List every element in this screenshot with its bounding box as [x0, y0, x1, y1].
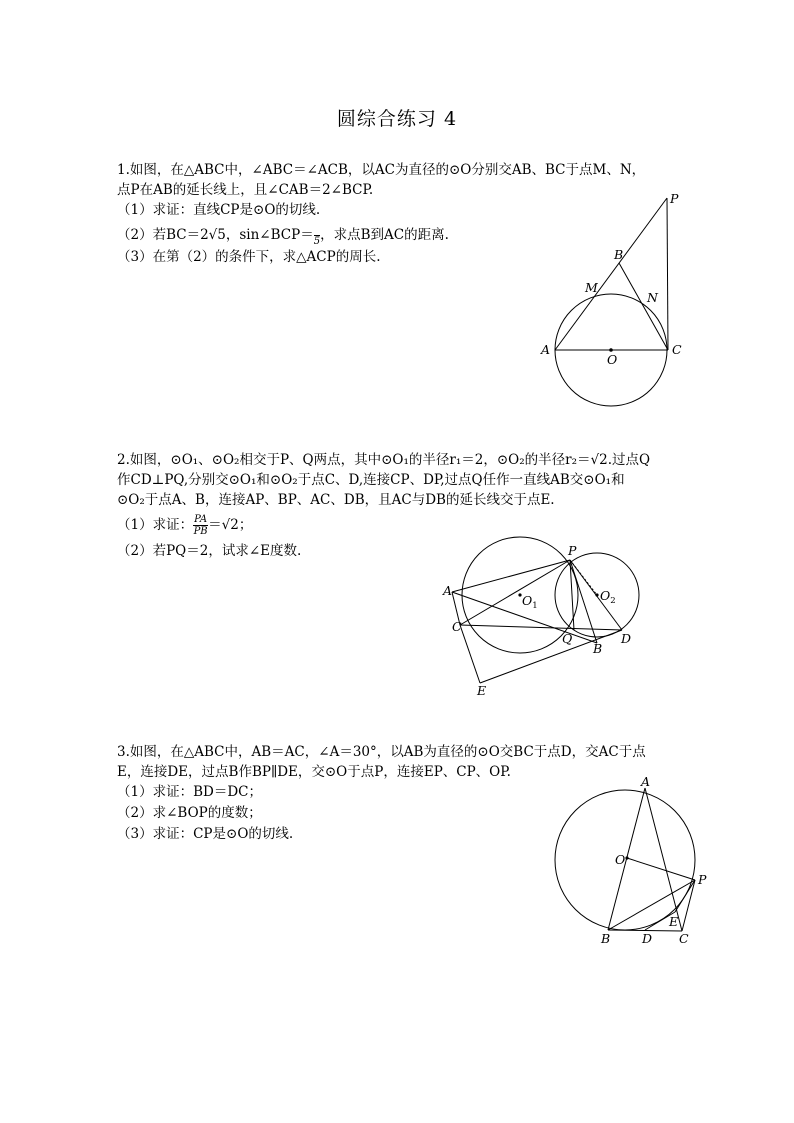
problem-2-sub-1-fraction-num: PA [194, 514, 208, 525]
problem-1-sub-2-tail: ，求点B到AC的距离. [320, 227, 449, 243]
label-b: B [593, 641, 603, 656]
problem-3-stem-line-1: 3.如图，在△ABC中，AB＝AC，∠A＝30°，以AB为直径的⊙O交BC于点D，交AC于点 [117, 744, 646, 760]
segment-ap [555, 198, 667, 350]
problem-2-diagram [440, 525, 660, 700]
label-a: A [443, 583, 453, 598]
label-o2: $O_2$ [600, 588, 616, 606]
label-a: A [541, 342, 551, 357]
problem-1-sub-1: （1）求证：直线CP是⊙O的切线. [117, 202, 321, 218]
segment-bc [619, 263, 668, 350]
center-o-dot [625, 856, 628, 859]
problem-1-stem-line-1: 1.如图，在△ABC中，∠ABC＝∠ACB，以AC为直径的⊙O分别交AB、BC于点M、N， [117, 162, 646, 178]
segment-pc [667, 198, 668, 350]
problem-3-stem-line-2: E，连接DE，过点B作BP∥DE，交⊙O于点P，连接EP、CP、OP. [117, 764, 511, 780]
problem-1-sub-3: （3）在第（2）的条件下，求△ACP的周长. [117, 249, 381, 265]
label-e: E [669, 914, 679, 929]
label-d: D [642, 931, 653, 946]
problem-1-figure [530, 185, 700, 415]
label-q: Q [562, 631, 573, 646]
segment-ep [675, 880, 695, 912]
problem-3-diagram [545, 770, 720, 955]
segment-cd [460, 625, 622, 630]
label-c: C [679, 931, 689, 946]
problem-1-sub-2-text: （2）若BC＝2√5，sin∠BCP＝ [117, 227, 314, 243]
segment-ap [452, 560, 570, 592]
segment-ed [480, 630, 622, 683]
label-o1: $O_1$ [522, 593, 538, 611]
problem-2-sub-1-fraction-den: PB [193, 526, 208, 537]
problem-2-stem-line-3: ⊙O₂于点A、B，连接AP、BP、AC、DB，且AC与DB的延长线交于点E. [117, 492, 555, 508]
problem-2-stem-line-1: 2.如图，⊙O₁、⊙O₂相交于P、Q两点，其中⊙O₁的半径r₁＝2，⊙O₂的半径r₂＝√2.过点Q [117, 452, 651, 468]
label-p: P [698, 872, 707, 887]
label-b: B [614, 247, 624, 262]
segment-bp [608, 880, 695, 930]
page-title: 圆综合练习 4 [336, 108, 458, 130]
problem-2-sub-2: （2）若PQ＝2，试求∠E度数. [117, 543, 302, 559]
segment-cp [460, 560, 570, 625]
problem-3-figure [545, 770, 720, 955]
segment-cp [682, 880, 695, 931]
label-d: D [621, 631, 632, 646]
problem-2-sub-1-fraction [193, 514, 208, 537]
label-n: N [647, 290, 658, 305]
label-c: C [452, 619, 462, 634]
problem-2-figure [440, 525, 660, 700]
problem-1-stem-line-2: 点P在AB的延长线上，且∠CAB＝2∠BCP. [117, 182, 374, 198]
problem-1-sub-2-fraction-den: 5 [313, 236, 321, 247]
segment-op [627, 858, 695, 880]
problem-2-sub-1-tail: ＝√2； [208, 517, 253, 533]
problem-2-stem-line-2: 作CD⊥PQ,分别交⊙O₁和⊙O₂于点C、D,连接CP、DP,过点Q任作一直线AB交⊙O₁和 [117, 472, 625, 488]
center-o2-dot [595, 593, 598, 596]
label-m: M [585, 280, 598, 295]
problem-3-sub-3: （3）求证：CP是⊙O的切线. [117, 826, 294, 842]
label-o: O [615, 852, 626, 867]
label-a: A [641, 774, 651, 789]
label-p: P [568, 543, 577, 558]
label-o: O [607, 352, 618, 367]
label-e: E [477, 683, 487, 698]
label-b: B [601, 931, 611, 946]
label-p: P [670, 191, 679, 206]
problem-3-sub-1: （1）求证：BD＝DC； [117, 784, 262, 800]
problem-3-sub-2: （2）求∠BOP的度数； [117, 805, 262, 821]
label-c: C [672, 342, 682, 357]
problem-2-sub-1-prefix: （1）求证： [117, 517, 194, 533]
problem-1-diagram [530, 185, 700, 415]
